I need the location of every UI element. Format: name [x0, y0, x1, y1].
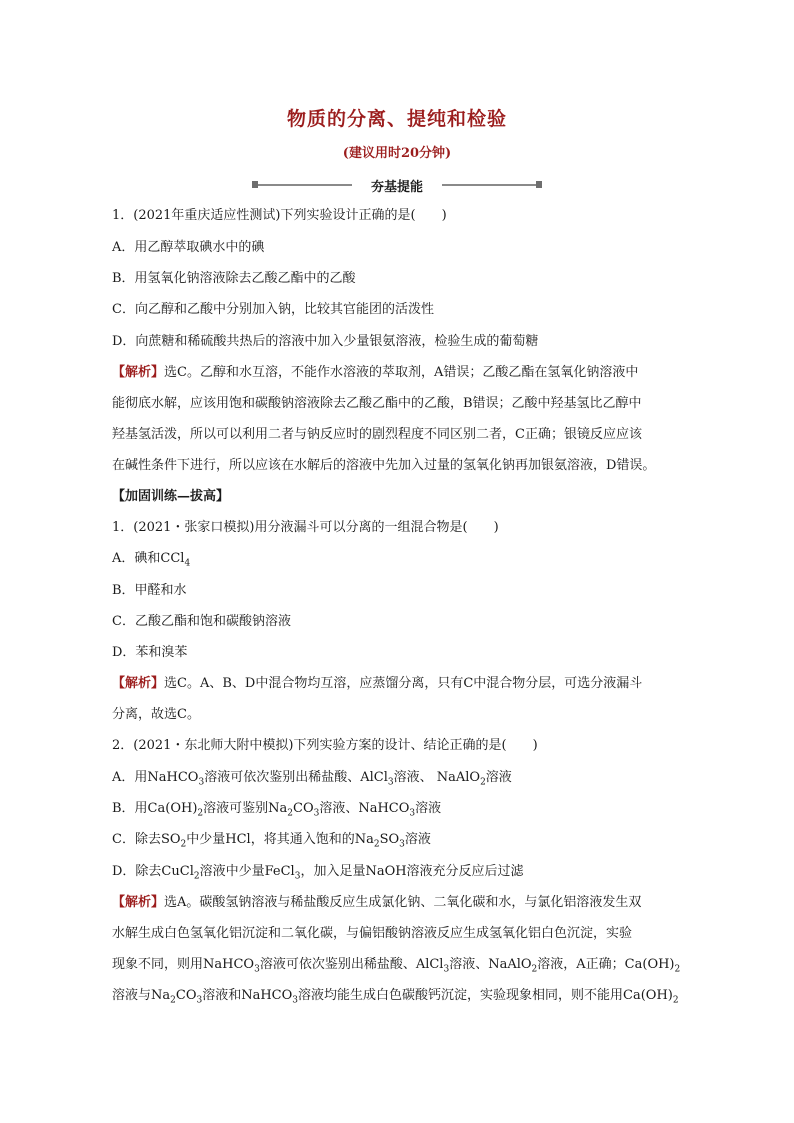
analysis-tag: 【解析】	[112, 365, 165, 380]
text-run: 溶液可鉴别Na	[203, 801, 288, 816]
analysis-text: 选C。A、B、D中混合物均互溶，应蒸馏分离，只有C中混合物分层，可选分液漏斗	[164, 676, 643, 691]
r1-option-a-text: A．碘和CCl	[112, 551, 185, 566]
text-run: CO	[293, 801, 314, 816]
r2-analysis-line	[112, 957, 692, 973]
page-title: 物质的分离、提纯和检验	[286, 108, 507, 130]
r2-option-d	[112, 864, 692, 880]
text-run: 溶液、 NaAlO	[393, 770, 481, 785]
section-label: 夯基提能	[370, 180, 423, 195]
q1-analysis-line: 能彻底水解，应该用饱和碳酸钠溶液除去乙酸乙酯中的乙酸，B错误；乙酸中羟基氢比乙醇中	[112, 396, 642, 411]
q1-analysis-line: 在碱性条件下进行，所以应该在水解后的溶液中先加入过量的氢氧化钠再加银氨溶液，D错误。	[112, 458, 656, 473]
text-run: C．除去SO	[112, 832, 181, 847]
q1-analysis-line: 羟基氢活泼，所以可以利用二者与钠反应时的剧烈程度不同区别二者，C正确；银镜反应应该	[112, 427, 642, 442]
section-header	[252, 176, 542, 194]
subscript: 2	[480, 777, 486, 788]
page-subtitle: (建议用时20分钟)	[342, 146, 452, 161]
r2-option-b	[112, 801, 692, 817]
subscript: 2	[373, 839, 380, 850]
r1-analysis-line: 分离，故选C。	[112, 707, 200, 722]
text-run: 溶液	[415, 801, 442, 816]
subscript: 3	[292, 995, 299, 1006]
r2-stem: 2．(2021・东北师大附中模拟)下列实验方案的设计、结论正确的是( )	[112, 738, 538, 753]
subscript: 3	[313, 808, 320, 819]
subscript: 2	[531, 964, 538, 975]
r1-analysis-line	[112, 676, 692, 692]
text-run: 溶液	[404, 832, 431, 847]
r1-option-a	[112, 551, 692, 567]
q1-option-a: A．用乙醇萃取碘水中的碘	[112, 240, 265, 255]
r1-option-d: D．苯和溴苯	[112, 645, 188, 660]
text-run: 溶液，A正确；Ca(OH)	[537, 957, 675, 972]
analysis-tag: 【解析】	[112, 895, 165, 910]
q1-option-b: B．用氢氧化钠溶液除去乙酸乙酯中的乙酸	[112, 271, 356, 286]
analysis-tag: 【解析】	[112, 676, 165, 691]
text-run: SO	[379, 832, 400, 847]
subscript: 3	[196, 995, 203, 1006]
text-run: 溶液可依次鉴别出稀盐酸、AlCl	[259, 957, 444, 972]
section-bar-right-line	[442, 184, 536, 186]
q1-stem: 1．(2021年重庆适应性测试)下列实验设计正确的是( )	[112, 208, 447, 223]
text-run: 溶液可依次鉴别出稀盐酸、AlCl	[204, 770, 388, 785]
text-run: D．除去CuCl	[112, 864, 194, 879]
subscript: 2	[197, 808, 204, 819]
text-run: 溶液与Na	[112, 988, 171, 1003]
reinforce-heading: 【加固训练—拔高】	[112, 489, 230, 504]
r2-analysis-line	[112, 988, 692, 1004]
subscript: 3	[387, 777, 394, 788]
r1-option-c: C．乙酸乙酯和饱和碳酸钠溶液	[112, 614, 291, 629]
text-run: 现象不同，则用NaHCO	[112, 957, 255, 972]
q1-option-d: D．向蔗糖和稀硫酸共热后的溶液中加入少量银氨溶液，检验生成的葡萄糖	[112, 334, 539, 349]
text-run: ，加入足量NaOH溶液充分反应后过滤	[300, 864, 524, 879]
subscript: 3	[198, 777, 205, 788]
q1-analysis-line	[112, 365, 692, 381]
subscript: 2	[672, 995, 679, 1006]
text-run: 溶液、NaAlO	[449, 957, 532, 972]
subscript: 2	[193, 871, 200, 882]
r1-stem: 1．(2021・张家口模拟)用分液漏斗可以分离的一组混合物是( )	[112, 520, 499, 535]
text-run: 中少量HCl，将其通入饱和的Na	[186, 832, 374, 847]
text-run: 溶液中少量FeCl	[199, 864, 295, 879]
subscript: 3	[409, 808, 416, 819]
text-run: A．用NaHCO	[112, 770, 199, 785]
text-run: 溶液和NaHCO	[202, 988, 293, 1003]
text-run: CO	[175, 988, 197, 1003]
subscript: 4	[184, 558, 191, 569]
text-run: 溶液、NaHCO	[319, 801, 410, 816]
r2-option-c	[112, 832, 692, 848]
subscript: 2	[170, 995, 176, 1006]
r2-analysis-line: 水解生成白色氢氧化铝沉淀和二氧化碳，与偏铝酸钠溶液反应生成氢氧化铝白色沉淀，实验	[112, 926, 633, 941]
subscript: 3	[399, 839, 405, 850]
subscript: 2	[674, 964, 681, 975]
subscript: 3	[294, 871, 301, 882]
section-bar-right-dot	[536, 181, 542, 188]
analysis-text: 选C。乙醇和水互溶，不能作水溶液的萃取剂，A错误；乙酸乙酯在氢氧化钠溶液中	[164, 365, 639, 380]
text-run: 溶液	[485, 770, 512, 785]
subscript: 3	[443, 964, 450, 975]
r2-analysis-line	[112, 895, 692, 911]
text-run: 溶液均能生成白色碳酸钙沉淀，实验现象相同，则不能用Ca(OH)	[298, 988, 673, 1003]
analysis-text: 选A。碳酸氢钠溶液与稀盐酸反应生成氯化钠、二氧化碳和水，与氯化铝溶液发生双	[164, 895, 642, 910]
r2-option-a	[112, 770, 692, 786]
subscript: 2	[180, 839, 187, 850]
subscript: 2	[287, 808, 293, 819]
r1-option-b: B．甲醛和水	[112, 583, 187, 598]
subscript: 3	[254, 964, 260, 975]
q1-option-c: C．向乙醇和乙酸中分别加入钠，比较其官能团的活泼性	[112, 302, 434, 317]
text-run: B．用Ca(OH)	[112, 801, 198, 816]
